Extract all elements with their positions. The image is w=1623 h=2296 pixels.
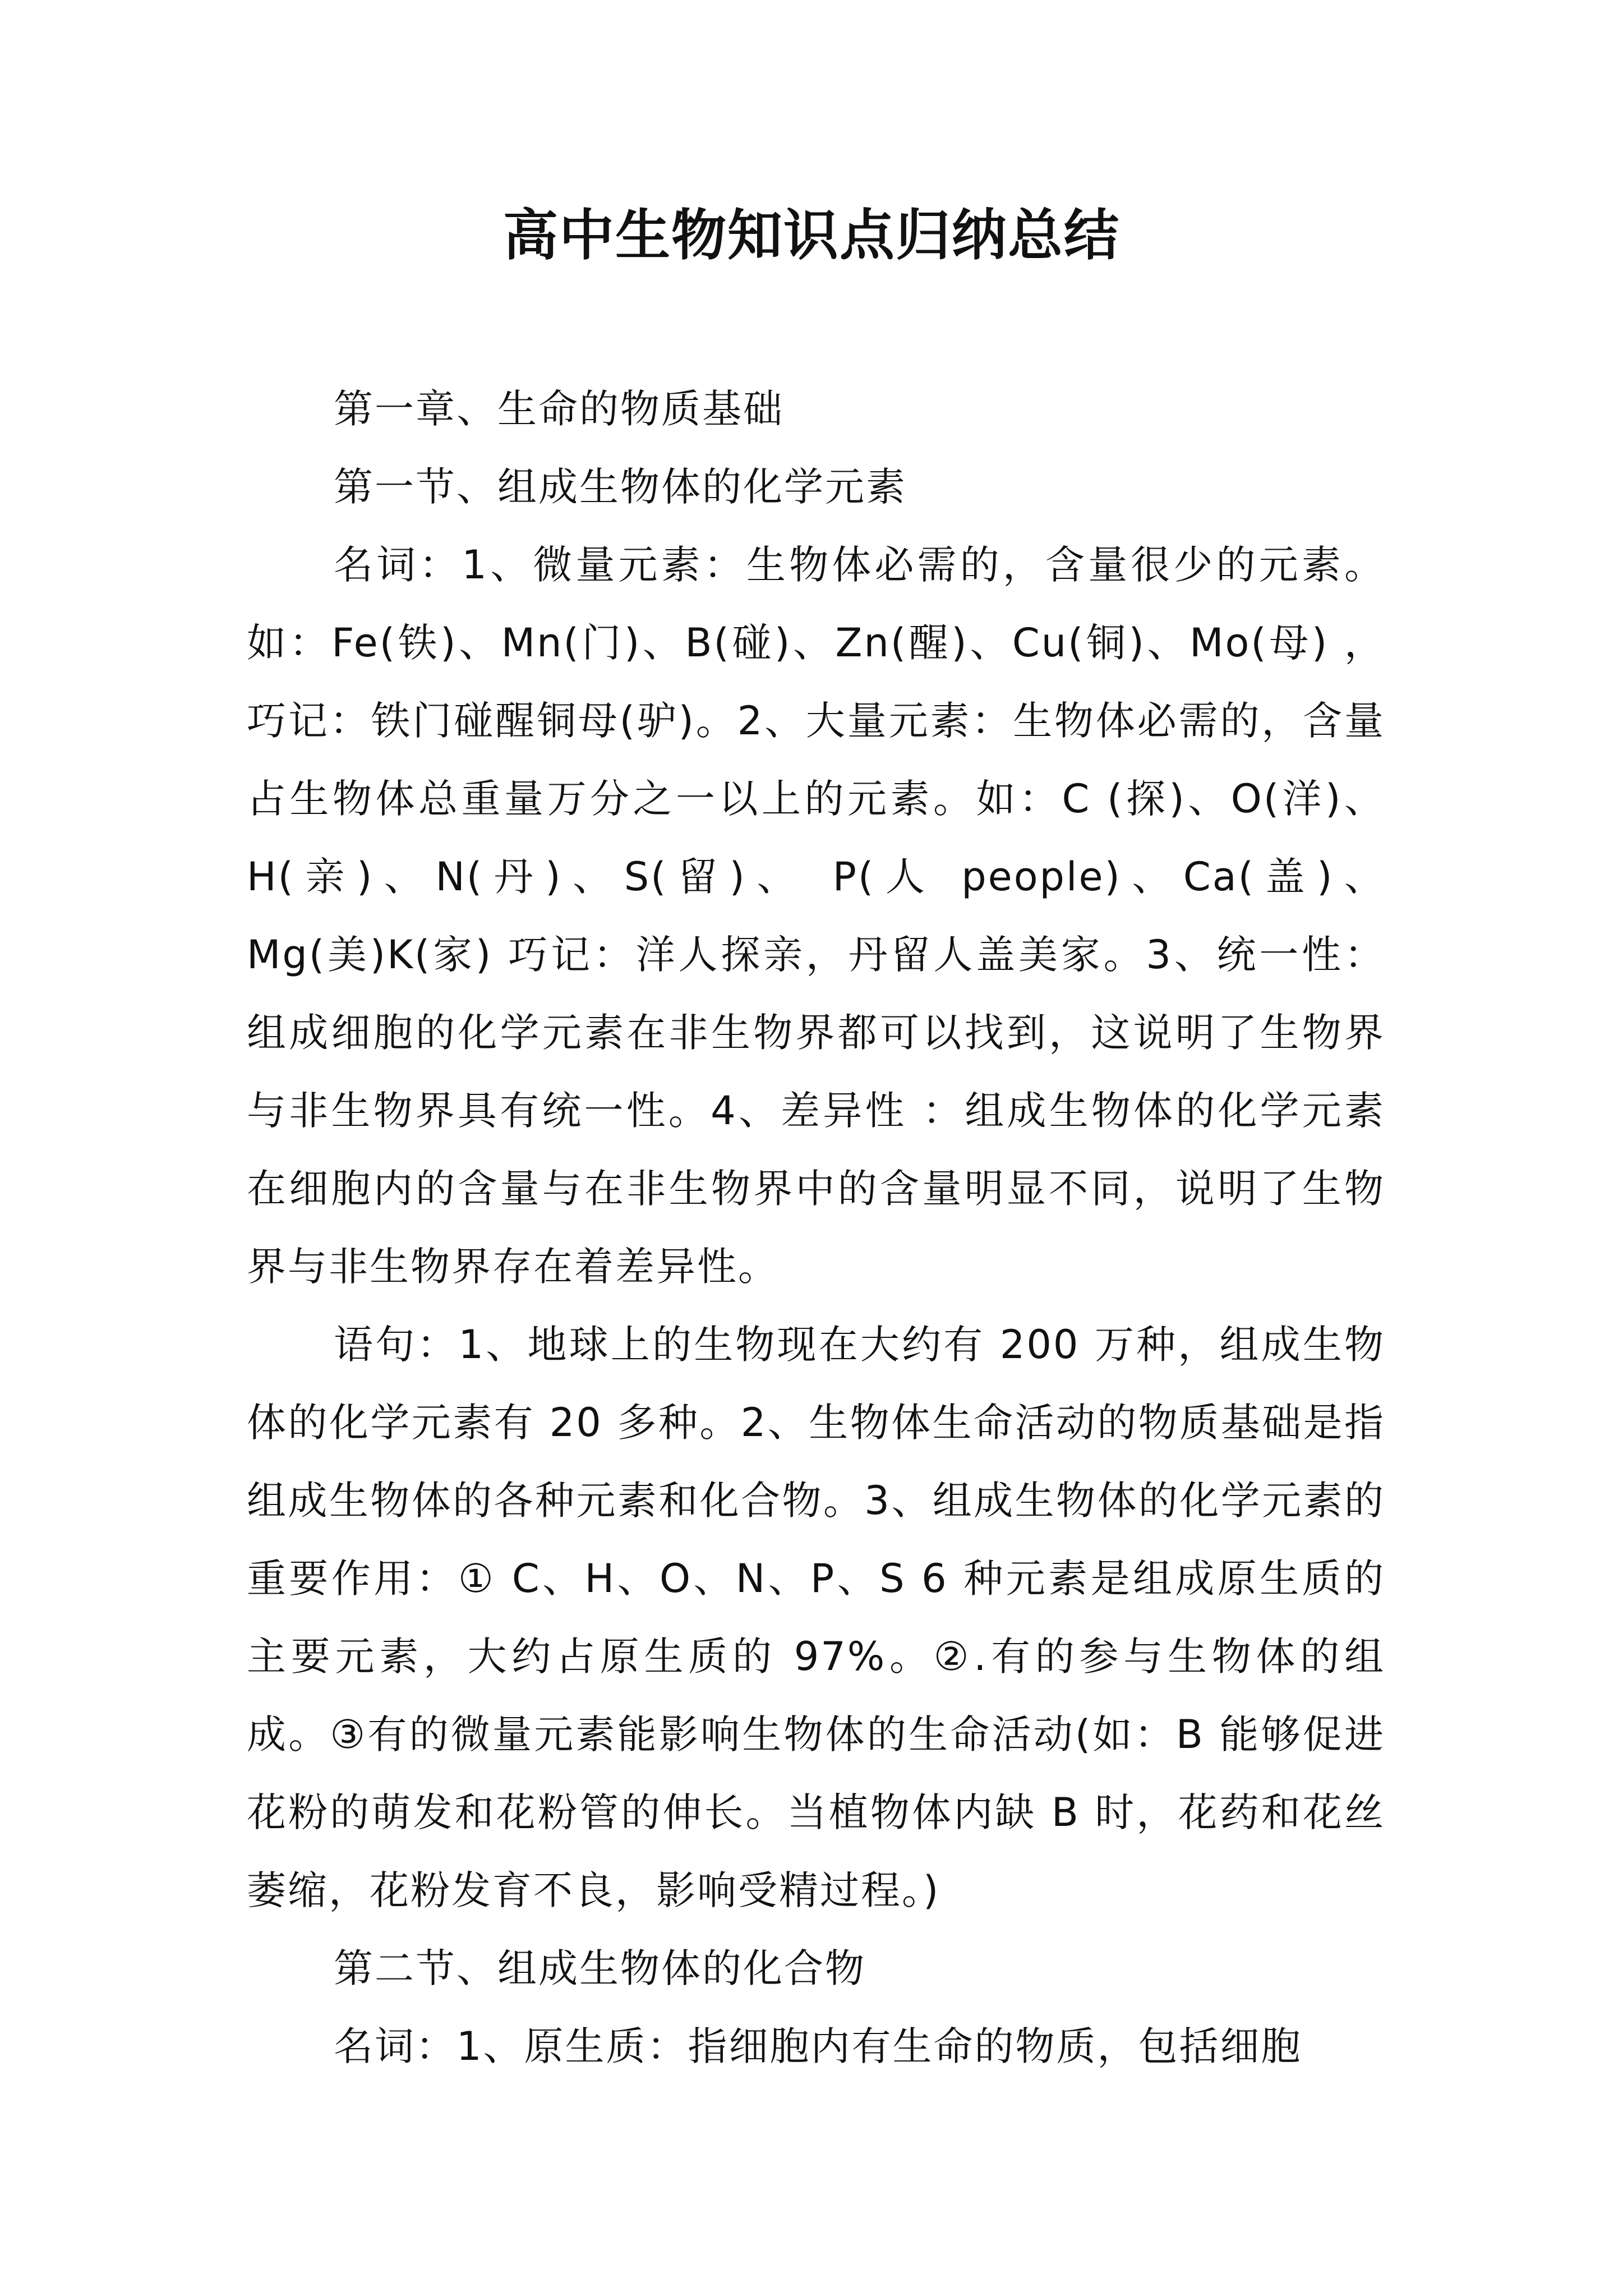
document-title: 高中生物知识点归纳总结: [502, 203, 1120, 268]
document-body: [247, 370, 1385, 2086]
section-heading: 第一节、组成生物体的化学元素: [334, 464, 907, 510]
paragraph-statements: 语句：1、地球上的生物现在大约有 200 万种，组成生物体的化学元素有 20 多种。2、生物体生命活动的物质基础是指组成生物体的各种元素和化合物。3、组成生物体的化学元素的重要作用：① C、H、O、N、P、S 6 种元素是组成原生质的主要元素，大约占原生质的 97%。②.有的参与生物体的组成。③有的微量元素能影响生物体的生命活动(如：B 能够促进花粉的萌发和花粉管的伸长。当植物体内缺 B 时，花药和花丝萎缩，花粉发育不良，影响受精过程。): [247, 1322, 1385, 1913]
paragraph-terms: 名词：1、微量元素：生物体必需的，含量很少的元素。如：Fe(铁)、Mn(门)、B(碰)、Zn(醒)、Cu(铜)、Mo(母) ，巧记：铁门碰醒铜母(驴)。2、大量元素：生物体必需的，含量占生物体总重量万分之一以上的元素。如：C (探)、O(洋)、H(亲)、N(丹)、S(留)、 P(人 people)、Ca(盖)、Mg(美)K(家) 巧记：洋人探亲，丹留人盖美家。3、统一性：组成细胞的化学元素在非生物界都可以找到，这说明了生物界与非生物界具有统一性。4、差异性 ：组成生物体的化学元素在细胞内的含量与在非生物界中的含量明显不同，说明了生物界与非生物界存在着差异性。: [247, 542, 1385, 1290]
section-heading-2: 第二节、组成生物体的化合物: [334, 1945, 866, 1991]
paragraph-terms-2: 名词：1、原生质：指细胞内有生命的物质，包括细胞: [334, 2023, 1302, 2069]
chapter-heading: 第一章、生命的物质基础: [334, 386, 784, 432]
